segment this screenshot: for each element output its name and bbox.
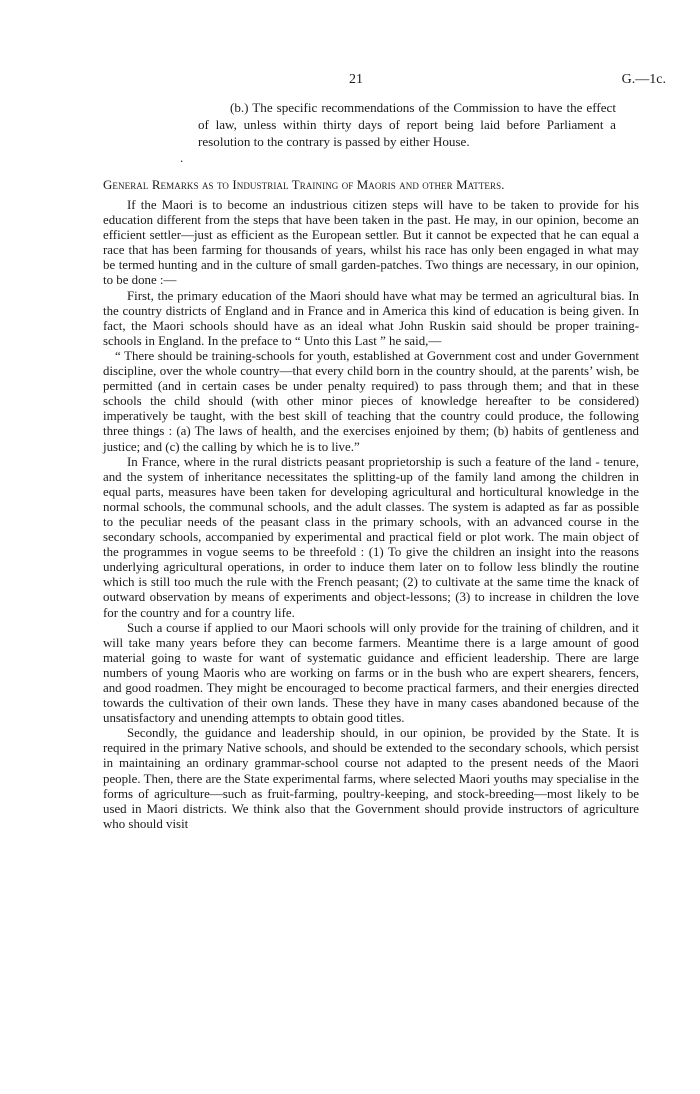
section-heading: General Remarks as to Industrial Training of Maoris and other Matters. xyxy=(103,178,505,192)
paragraph-such-a-course: Such a course if applied to our Maori schools will only provide for the training of children, and it will take many years before they can become farmers. Meantime there is a large amount of good material going to waste for want of systematic guidance and efficient leadership. There are large numbers of young Maoris who are working on farms or in the bush who are expert shearers, fencers, and good roadmen. They might be encouraged to become practical farmers, and their energies directed towards the cultivation of their own lands. These they have in many cases abandoned because of the unsatisfactory and unending attempts to obtain good titles. xyxy=(103,620,639,726)
ruskin-quote: “ There should be training-schools for youth, established at Government cost and under Government discipline, over the whole country—that every child born in the country should, at the parents’ wish, be permitted (and in certain cases be under penalty required) to pass through them; and that in these schools the child should (with other minor pieces of knowledge hereafter to be considered) imperatively be taught, with the best skill of teaching that the country could produce, the following three things : (a) The laws of health, and the exercises enjoined by them; (b) habits of gentleness and justice; and (c) the calling by which he is to live.” xyxy=(103,348,639,454)
body-text xyxy=(103,198,639,832)
page-header xyxy=(0,72,700,92)
paragraph-france: In France, where in the rural districts peasant proprietorship is such a feature of the land - tenure, and the system of inheritance necessitates the splitting-up of the family land among the children in equal parts, measures have been taken for developing agricultural and horticultural knowledge in the normal schools, the communal schools, and the adult classes. The system is adapted as far as possible to the peculiar needs of the peasant class in the primary schools, with an advanced course in the secondary schools, accompanied by experimental and practical field or plot work. The main object of the programmes in vogue seems to be threefold : (1) To give the children an insight into the reasons underlying agricultural operations, in order to induce them later on to follow less blindly the routine which is still too much the rule with the French peasant; (2) to cultivate at the same time the knack of outward observation by means of experiments and object-lessons; (3) to increase in children the love for the country and for a country life. xyxy=(103,454,639,620)
clause-text: (b.) The specific recommendations of the Commission to have the effect of law, unless within thirty days of report being laid before Parliament a resolution to the contrary is passed by either House. xyxy=(198,100,616,150)
document-reference: G.—1c. xyxy=(621,72,666,87)
page-number: 21 xyxy=(349,72,363,87)
clause-marginal-mark: . xyxy=(180,150,184,165)
clause-b xyxy=(198,99,616,151)
paragraph-1: If the Maori is to become an industrious citizen steps will have to be taken to provide for his education different from the steps that have been taken in the past. He may, in our opinion, become an efficient settler—just as efficient as the European settler. But it cannot be expected that he can equal a race that has been farming for thousands of years, whilst his race has only been engaged in what may be termed hunting and in the culture of small garden-patches. Two things are necessary, in our opinion, to be done :— xyxy=(103,198,639,288)
paragraph-2: First, the primary education of the Maori should have what may be termed an agricultural bias. In the country districts of England and in France and in America this kind of education is being given. In fact, the Maori schools should have as an ideal what John Ruskin said should be proper training-schools in England. In the preface to “ Unto this Last ” he said,— xyxy=(103,288,639,348)
paragraph-secondly: Secondly, the guidance and leadership should, in our opinion, be provided by the State. It is required in the primary Native schools, and should be extended to the secondary schools, which persist in maintaining an ordinary grammar-school course not adapted to the present needs of the Maori people. Then, there are the State experimental farms, where selected Maori youths may specialise in the forms of agriculture—such as fruit-farming, poultry-keeping, and stock-breeding—most likely to be used in Maori districts. We think also that the Government should provide instructors of agriculture who should visit xyxy=(103,726,639,831)
